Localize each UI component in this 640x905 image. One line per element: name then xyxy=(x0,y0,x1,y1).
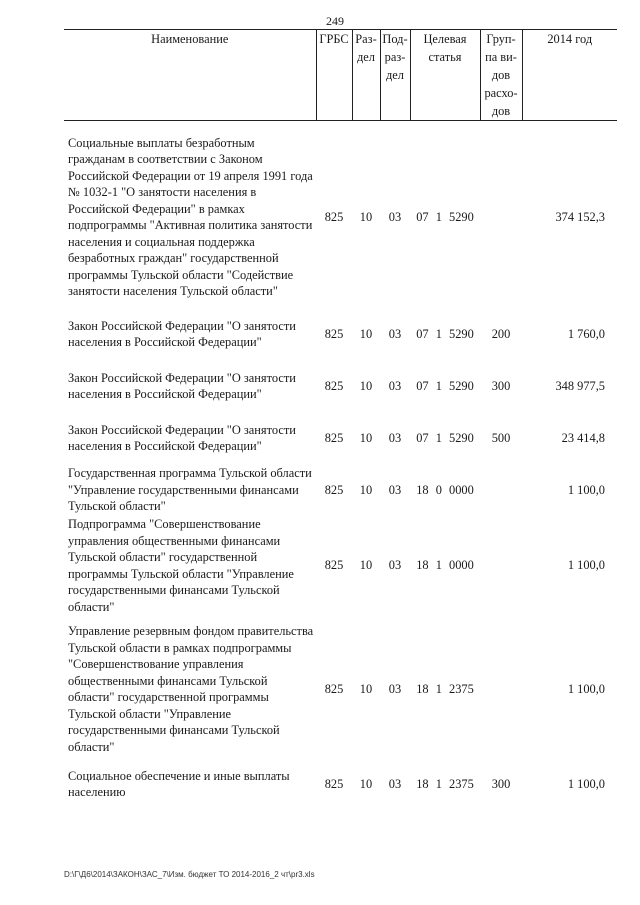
row-podrazdel: 03 xyxy=(388,482,402,497)
row-podrazdel: 03 xyxy=(388,430,402,445)
table-row xyxy=(64,412,617,464)
table-row xyxy=(64,516,617,615)
header-year: 2014 год xyxy=(522,30,617,121)
row-amount: 348 977,5 xyxy=(555,378,605,393)
row-name: Закон Российской Федерации "О занятости населения в Российской Федерации" xyxy=(68,422,296,453)
row-amount: 1 100,0 xyxy=(567,776,605,791)
row-razdel: 10 xyxy=(359,482,373,497)
row-amount: 1 760,0 xyxy=(567,326,605,341)
table-row xyxy=(64,464,617,516)
row-celevaya: 18 1 2375 xyxy=(416,681,474,696)
row-gruppa: 300 xyxy=(491,378,511,393)
table-row xyxy=(64,615,617,763)
row-name: Государственная программа Тульской области "Управление государственными финансами Тульской области" xyxy=(68,466,312,514)
row-gruppa xyxy=(480,516,522,615)
header-name: Наименование xyxy=(64,30,316,121)
row-celevaya: 18 0 0000 xyxy=(416,482,474,497)
row-razdel: 10 xyxy=(359,430,373,445)
row-amount: 374 152,3 xyxy=(555,209,605,224)
row-grbs: 825 xyxy=(324,681,344,696)
table-header-row xyxy=(64,30,617,121)
row-grbs: 825 xyxy=(324,558,344,573)
row-grbs: 825 xyxy=(324,378,344,393)
row-grbs: 825 xyxy=(324,430,344,445)
row-name: Социальные выплаты безработным гражданам в соответствии с Законом Российской Федерации от 19 апреля 1991 года № 1032-1 "О занятости населения в Российской Федерации" в рамках подпрограммы "Активная политика занятости населения и социальная поддержка безработных граждан" государственной программы Тульской области "Содействие занятости населения Тульской области" xyxy=(68,135,313,298)
row-gruppa xyxy=(480,464,522,516)
header-podrazdel: Под- раз- дел xyxy=(380,30,410,121)
header-gruppa: Груп- па ви- дов расхо- дов xyxy=(480,30,522,121)
page-number: 249 xyxy=(326,14,344,28)
row-razdel: 10 xyxy=(359,776,373,791)
table-row xyxy=(64,121,617,309)
row-gruppa xyxy=(480,121,522,309)
row-amount: 1 100,0 xyxy=(567,558,605,573)
row-razdel: 10 xyxy=(359,558,373,573)
row-razdel: 10 xyxy=(359,209,373,224)
file-path-footer: D:\Г\Д6\2014\ЗАКОН\ЗАС_7\Изм. бюджет ТО 2014-2016_2 чт\pr3.xls xyxy=(64,870,315,879)
row-podrazdel: 03 xyxy=(388,776,402,791)
row-name: Закон Российской Федерации "О занятости населения в Российской Федерации" xyxy=(68,370,296,401)
row-podrazdel: 03 xyxy=(388,558,402,573)
row-celevaya: 07 1 5290 xyxy=(416,378,474,393)
row-name: Социальное обеспечение и иные выплаты населению xyxy=(68,768,290,799)
header-grbs: ГРБС xyxy=(316,30,352,121)
row-celevaya: 07 1 5290 xyxy=(416,326,474,341)
row-celevaya: 18 1 0000 xyxy=(416,558,474,573)
table-row xyxy=(64,308,617,360)
row-podrazdel: 03 xyxy=(388,209,402,224)
row-gruppa xyxy=(480,615,522,763)
table-row xyxy=(64,763,617,805)
row-amount: 1 100,0 xyxy=(567,482,605,497)
row-celevaya: 07 1 5290 xyxy=(416,430,474,445)
budget-table xyxy=(64,29,617,805)
row-razdel: 10 xyxy=(359,378,373,393)
row-grbs: 825 xyxy=(324,482,344,497)
row-podrazdel: 03 xyxy=(388,378,402,393)
row-name: Закон Российской Федерации "О занятости населения в Российской Федерации" xyxy=(68,318,296,349)
row-podrazdel: 03 xyxy=(388,326,402,341)
row-grbs: 825 xyxy=(324,776,344,791)
row-name: Подпрограмма "Совершенствование управления общественными финансами Тульской области" государственной программы Тульской области "Управление государственными финансами Тульской области" xyxy=(68,517,294,614)
header-razdel: Раз- дел xyxy=(352,30,380,121)
row-name: Управление резервным фондом правительства Тульской области в рамках подпрограммы "Совершенствование управления общественными финансами Тульской области" государственной программы Тульской области "Управление государственными финансами Тульской области" xyxy=(68,624,314,754)
table-row xyxy=(64,360,617,412)
row-amount: 23 414,8 xyxy=(561,430,605,445)
row-gruppa: 300 xyxy=(491,776,511,791)
row-gruppa: 500 xyxy=(491,430,511,445)
row-amount: 1 100,0 xyxy=(567,681,605,696)
row-gruppa: 200 xyxy=(491,326,511,341)
row-razdel: 10 xyxy=(359,681,373,696)
row-grbs: 825 xyxy=(324,209,344,224)
row-razdel: 10 xyxy=(359,326,373,341)
row-grbs: 825 xyxy=(324,326,344,341)
row-celevaya: 18 1 2375 xyxy=(416,776,474,791)
header-celevaya: Целевая статья xyxy=(410,30,480,121)
row-podrazdel: 03 xyxy=(388,681,402,696)
row-celevaya: 07 1 5290 xyxy=(416,209,474,224)
